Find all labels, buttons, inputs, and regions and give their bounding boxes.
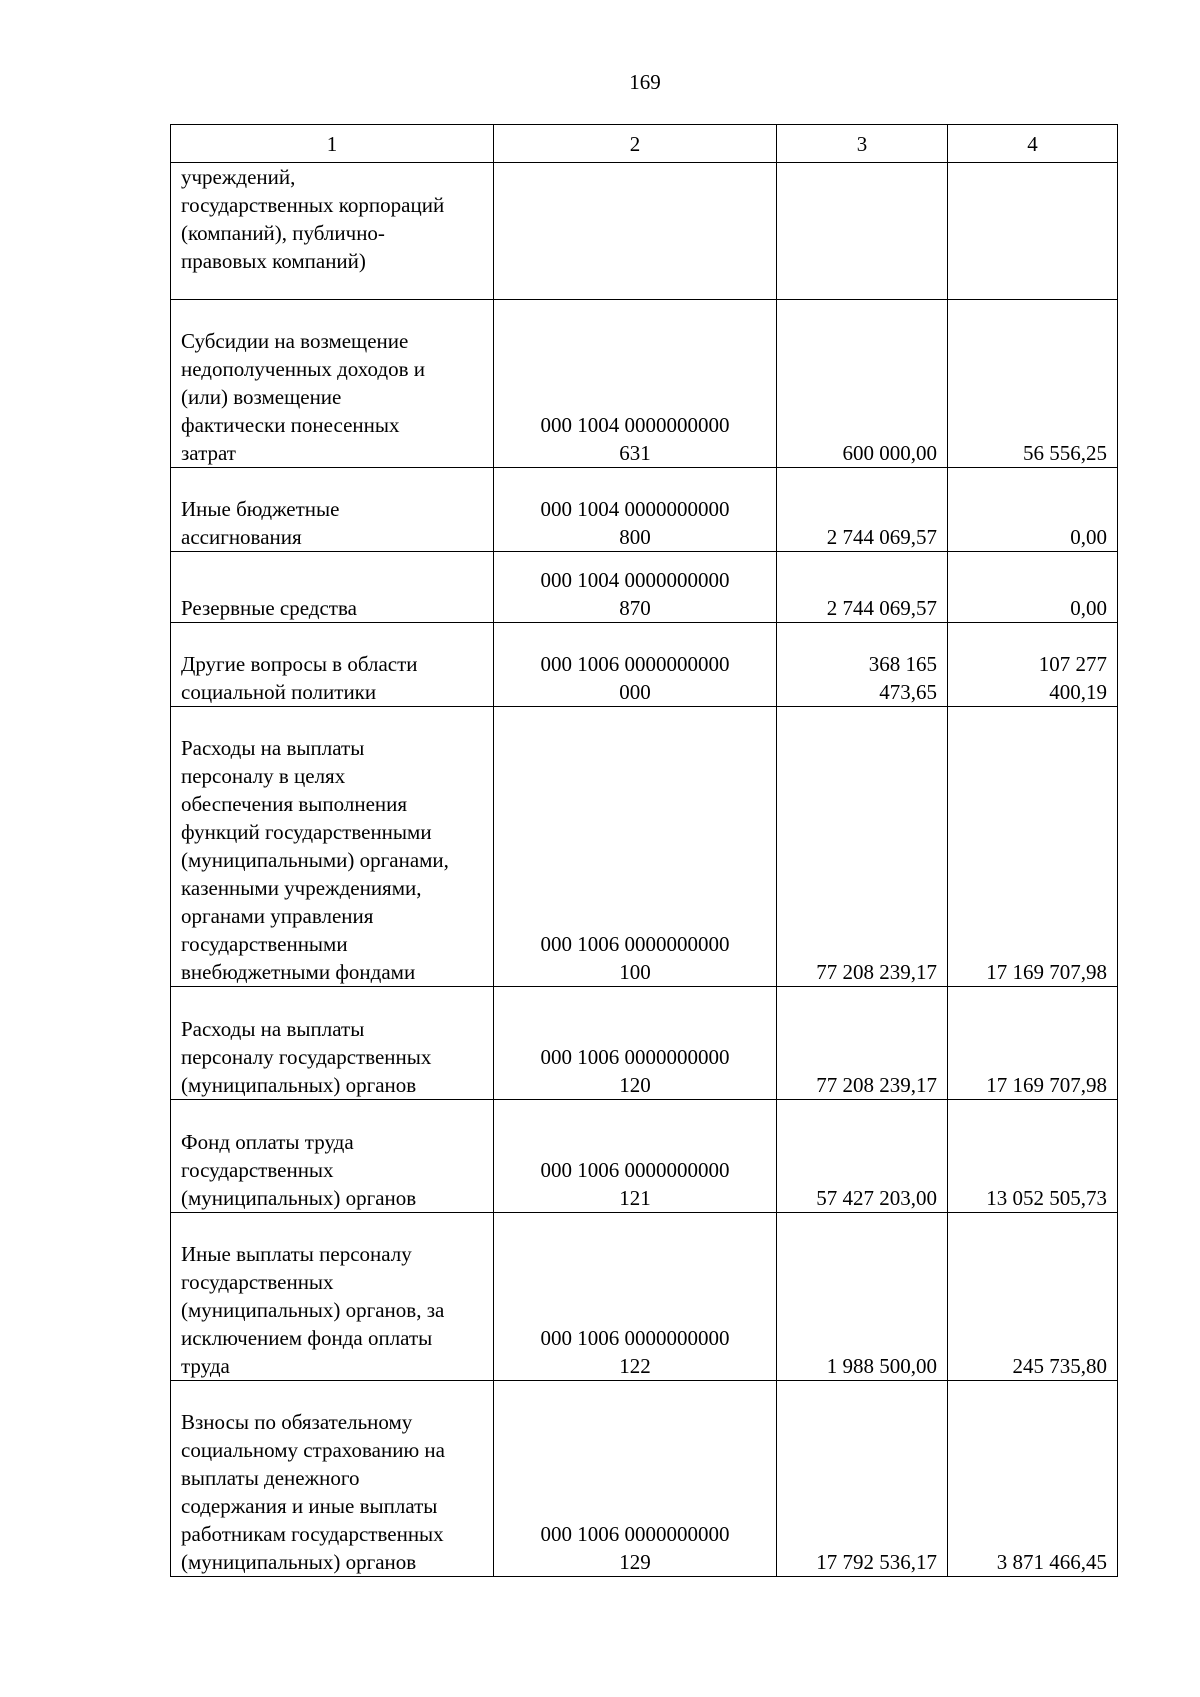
row-code: 000 1004 0000000000 631 — [540, 413, 730, 465]
table-row — [171, 163, 1118, 300]
row-code-cell — [494, 1213, 777, 1381]
row-value4: 0,00 — [1070, 525, 1107, 549]
row-code-cell — [494, 163, 777, 300]
row-value3: 77 208 239,17 — [816, 1073, 937, 1097]
row-name-cell — [171, 987, 494, 1100]
row-value3-cell — [777, 1213, 948, 1381]
row-value4: 13 052 505,73 — [986, 1186, 1107, 1210]
row-code: 000 1006 0000000000 129 — [540, 1522, 730, 1574]
row-value4-cell — [948, 468, 1118, 552]
row-name: Субсидии на возмещение недополученных доходов и (или) возмещение фактически понесенных затрат — [181, 329, 425, 465]
row-value4: 107 277 400,19 — [1038, 652, 1107, 704]
row-code: 000 1006 0000000000 122 — [540, 1326, 730, 1378]
row-value4-cell — [948, 1100, 1118, 1213]
row-value4: 3 871 466,45 — [996, 1550, 1107, 1574]
row-code: 000 1006 0000000000 000 — [540, 652, 730, 704]
row-value4-cell — [948, 987, 1118, 1100]
table-header-row — [171, 125, 1118, 163]
column-header-3: 3 — [777, 125, 948, 163]
row-value4: 0,00 — [1070, 596, 1107, 620]
row-value3-cell — [777, 163, 948, 300]
row-name-cell — [171, 300, 494, 468]
row-value3-cell — [777, 552, 948, 623]
row-value3: 17 792 536,17 — [816, 1550, 937, 1574]
row-value3-cell — [777, 623, 948, 707]
row-value3: 2 744 069,57 — [826, 596, 937, 620]
table-row — [171, 623, 1118, 707]
row-value3-cell — [777, 1381, 948, 1577]
row-code-cell — [494, 707, 777, 987]
page-number: 169 — [629, 70, 661, 94]
row-value4: 245 735,80 — [1012, 1354, 1107, 1378]
table-row — [171, 552, 1118, 623]
row-value4: 17 169 707,98 — [986, 1073, 1107, 1097]
row-name: Взносы по обязательному социальному страхованию на выплаты денежного содержания и иные выплаты работникам государственных (муниципальных) органов — [181, 1410, 445, 1574]
row-value3: 1 988 500,00 — [826, 1354, 937, 1378]
row-code-cell — [494, 987, 777, 1100]
row-value4: 56 556,25 — [1023, 441, 1107, 465]
row-value4-cell — [948, 300, 1118, 468]
row-value4-cell — [948, 623, 1118, 707]
column-header-2: 2 — [494, 125, 777, 163]
table-row — [171, 300, 1118, 468]
row-name: Иные бюджетные ассигнования — [181, 497, 340, 549]
row-value3: 600 000,00 — [842, 441, 937, 465]
table-row — [171, 1381, 1118, 1577]
row-value4-cell — [948, 707, 1118, 987]
row-value3-cell — [777, 987, 948, 1100]
row-code-cell — [494, 552, 777, 623]
table-row — [171, 1100, 1118, 1213]
row-name-cell — [171, 468, 494, 552]
row-code-cell — [494, 300, 777, 468]
row-name: Резервные средства — [181, 596, 357, 620]
row-name-cell — [171, 552, 494, 623]
row-value4: 17 169 707,98 — [986, 960, 1107, 984]
row-code: 000 1004 0000000000 870 — [540, 568, 730, 620]
row-name: Фонд оплаты труда государственных (муниципальных) органов — [181, 1130, 417, 1210]
table-row — [171, 987, 1118, 1100]
row-name-cell — [171, 1213, 494, 1381]
row-code-cell — [494, 1381, 777, 1577]
row-name-cell — [171, 623, 494, 707]
row-code: 000 1006 0000000000 100 — [540, 932, 730, 984]
row-value3: 368 165 473,65 — [868, 652, 937, 704]
row-value3-cell — [777, 1100, 948, 1213]
row-value3-cell — [777, 468, 948, 552]
table-row — [171, 1213, 1118, 1381]
row-name-cell — [171, 707, 494, 987]
row-name: Расходы на выплаты персоналу в целях обеспечения выполнения функций государственными (муниципальными) органами, казенными учреждениями, органами управления государственными внебюджетными фондами — [181, 736, 449, 984]
row-name-cell — [171, 1100, 494, 1213]
table-row — [171, 468, 1118, 552]
row-value4-cell — [948, 1381, 1118, 1577]
row-name: Расходы на выплаты персоналу государственных (муниципальных) органов — [181, 1017, 432, 1097]
row-name-cell — [171, 1381, 494, 1577]
column-header-1: 1 — [171, 125, 494, 163]
row-name: Иные выплаты персоналу государственных (муниципальных) органов, за исключением фонда оплаты труда — [181, 1242, 445, 1378]
table-row — [171, 707, 1118, 987]
column-header-4: 4 — [948, 125, 1118, 163]
row-value4-cell — [948, 552, 1118, 623]
row-value3-cell — [777, 300, 948, 468]
row-name: учреждений, государственных корпораций (компаний), публично- правовых компаний) — [181, 165, 445, 273]
row-name: Другие вопросы в области социальной политики — [181, 652, 418, 704]
row-value3: 2 744 069,57 — [826, 525, 937, 549]
row-code-cell — [494, 468, 777, 552]
row-code-cell — [494, 1100, 777, 1213]
row-value3: 57 427 203,00 — [816, 1186, 937, 1210]
row-code: 000 1006 0000000000 121 — [540, 1158, 730, 1210]
row-value4-cell — [948, 163, 1118, 300]
row-name-cell — [171, 163, 494, 300]
row-code-cell — [494, 623, 777, 707]
row-value3-cell — [777, 707, 948, 987]
row-code: 000 1004 0000000000 800 — [540, 497, 730, 549]
row-value4-cell — [948, 1213, 1118, 1381]
row-code: 000 1006 0000000000 120 — [540, 1045, 730, 1097]
row-value3: 77 208 239,17 — [816, 960, 937, 984]
budget-table — [170, 124, 1118, 1577]
